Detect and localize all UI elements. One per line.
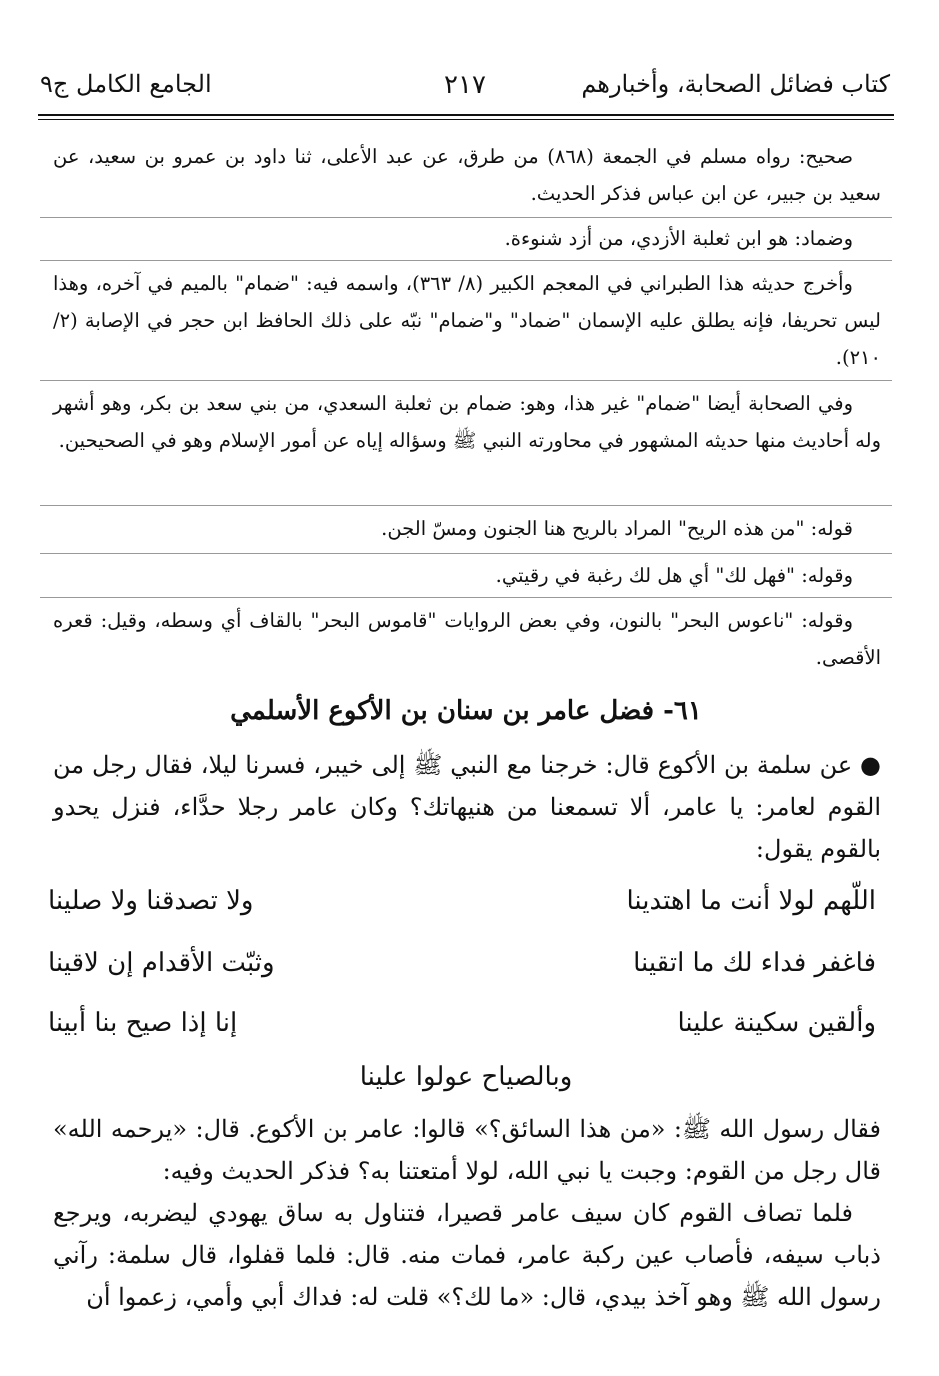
poem-hemistich-first: اللّهم لولا أنت ما اهتدينا (626, 886, 876, 916)
note-block-3 (53, 265, 881, 376)
page-number: ٢١٧ (444, 70, 486, 100)
poem-last-verse: وبالصياح عولوا علينا (359, 1062, 573, 1092)
hadith-paragraph: فقال رسول الله ﷺ: «من هذا السائق؟» قالوا: عامر بن الأكوع. قال: «يرحمه الله» قال رجل من القوم: وجبت يا نبي الله، لولا أمتعتنا به؟ فذكر الحديث وفيه: (53, 1115, 881, 1185)
header-volume-title: الجامع الكامل ج٩ (40, 70, 212, 98)
note-divider (40, 597, 892, 598)
note-block-1 (53, 138, 881, 212)
poem-hemistich-second: إنا إذا صيح بنا أبينا (48, 1008, 238, 1038)
note-block-4 (53, 385, 881, 459)
hadith-intro (53, 744, 881, 870)
page-header (40, 66, 890, 110)
section-title: ٦١- فضل عامر بن سنان بن الأكوع الأسلمي (230, 696, 702, 726)
note-divider (40, 260, 892, 261)
note-block-7 (53, 602, 881, 676)
note-divider (40, 380, 892, 381)
note-paragraph: وأخرج حديثه هذا الطبراني في المعجم الكبير (٨/ ٣٦٣)، واسمه فيه: "ضمام" بالميم في آخره، وهذا ليس تحريفا، فإنه يطلق عليه الإسمان "ضماد" و"ضمام" نبّه على ذلك الحافظ ابن حجر في الإصابة (٢/ ٢١٠). (53, 272, 881, 369)
note-divider (40, 553, 892, 554)
note-block-5 (53, 510, 881, 547)
note-paragraph: قوله: "من هذه الريح" المراد بالريح هنا الجنون ومسّ الجن. (381, 517, 853, 540)
note-paragraph: وقوله: "فهل لك" أي هل لك رغبة في رقيتي. (495, 564, 853, 587)
note-paragraph: وفي الصحابة أيضا "ضمام" غير هذا، وهو: ضمام بن ثعلبة السعدي، من بني سعد بن بكر، وهو أشهر وله أحاديث منها حديثه المشهور في محاورته النبي ﷺ وسؤاله إياه عن أمور الإسلام وهو في الصحيحين. (53, 392, 881, 452)
note-block-2 (53, 220, 881, 257)
note-divider (40, 505, 892, 506)
poem-verse (48, 1008, 876, 1058)
header-rule-thick (38, 114, 894, 116)
poem-hemistich-second: وثبّت الأقدام إن لاقينا (48, 948, 275, 978)
poem-hemistich-first: وألقين سكينة علينا (677, 1008, 876, 1038)
poem-verse (48, 948, 876, 998)
note-paragraph: وقوله: "ناعوس البحر" بالنون، وفي بعض الروايات "قاموس البحر" بالقاف أي وسطه، وقيل: قعره الأقصى. (53, 609, 881, 669)
note-divider (40, 217, 892, 218)
poem-hemistich-second: ولا تصدقنا ولا صلينا (48, 886, 254, 916)
header-rule-thin (38, 119, 894, 120)
poem-verse (48, 886, 876, 936)
hadith-paragraph: فلما تصاف القوم كان سيف عامر قصيرا، فتناول به ساق يهودي ليضربه، ويرجع ذباب سيفه، فأصاب عين ركبة عامر، فمات منه. قال: فلما قفلوا، قال سلمة: رآني رسول الله ﷺ وهو آخذ بيدي، قال: «ما لك؟» قلت له: فداك أبي وأمي، زعموا أن (53, 1199, 881, 1311)
hadith-paragraph: ● عن سلمة بن الأكوع قال: خرجنا مع النبي ﷺ إلى خيبر، فسرنا ليلا، فقال رجل من القوم لعامر: يا عامر، ألا تسمعنا من هنيهاتك؟ وكان عامر رجلا حدَّاء، فنزل يحدو بالقوم يقول: (53, 751, 881, 863)
note-paragraph: وضماد: هو ابن ثعلبة الأزدي، من أزد شنوءة. (504, 227, 853, 250)
header-book-title: كتاب فضائل الصحابة، وأخبارهم (581, 70, 890, 98)
poem-hemistich-first: فاغفر فداء لك ما اتقينا (633, 948, 876, 978)
note-paragraph: صحيح: رواه مسلم في الجمعة (٨٦٨) من طرق، عن عبد الأعلى، ثنا داود بن عمرو بن سعيد، عن سعيد بن جبير، عن ابن عباس فذكر الحديث. (53, 145, 881, 205)
note-block-6 (53, 557, 881, 594)
hadith-continuation (53, 1108, 881, 1318)
